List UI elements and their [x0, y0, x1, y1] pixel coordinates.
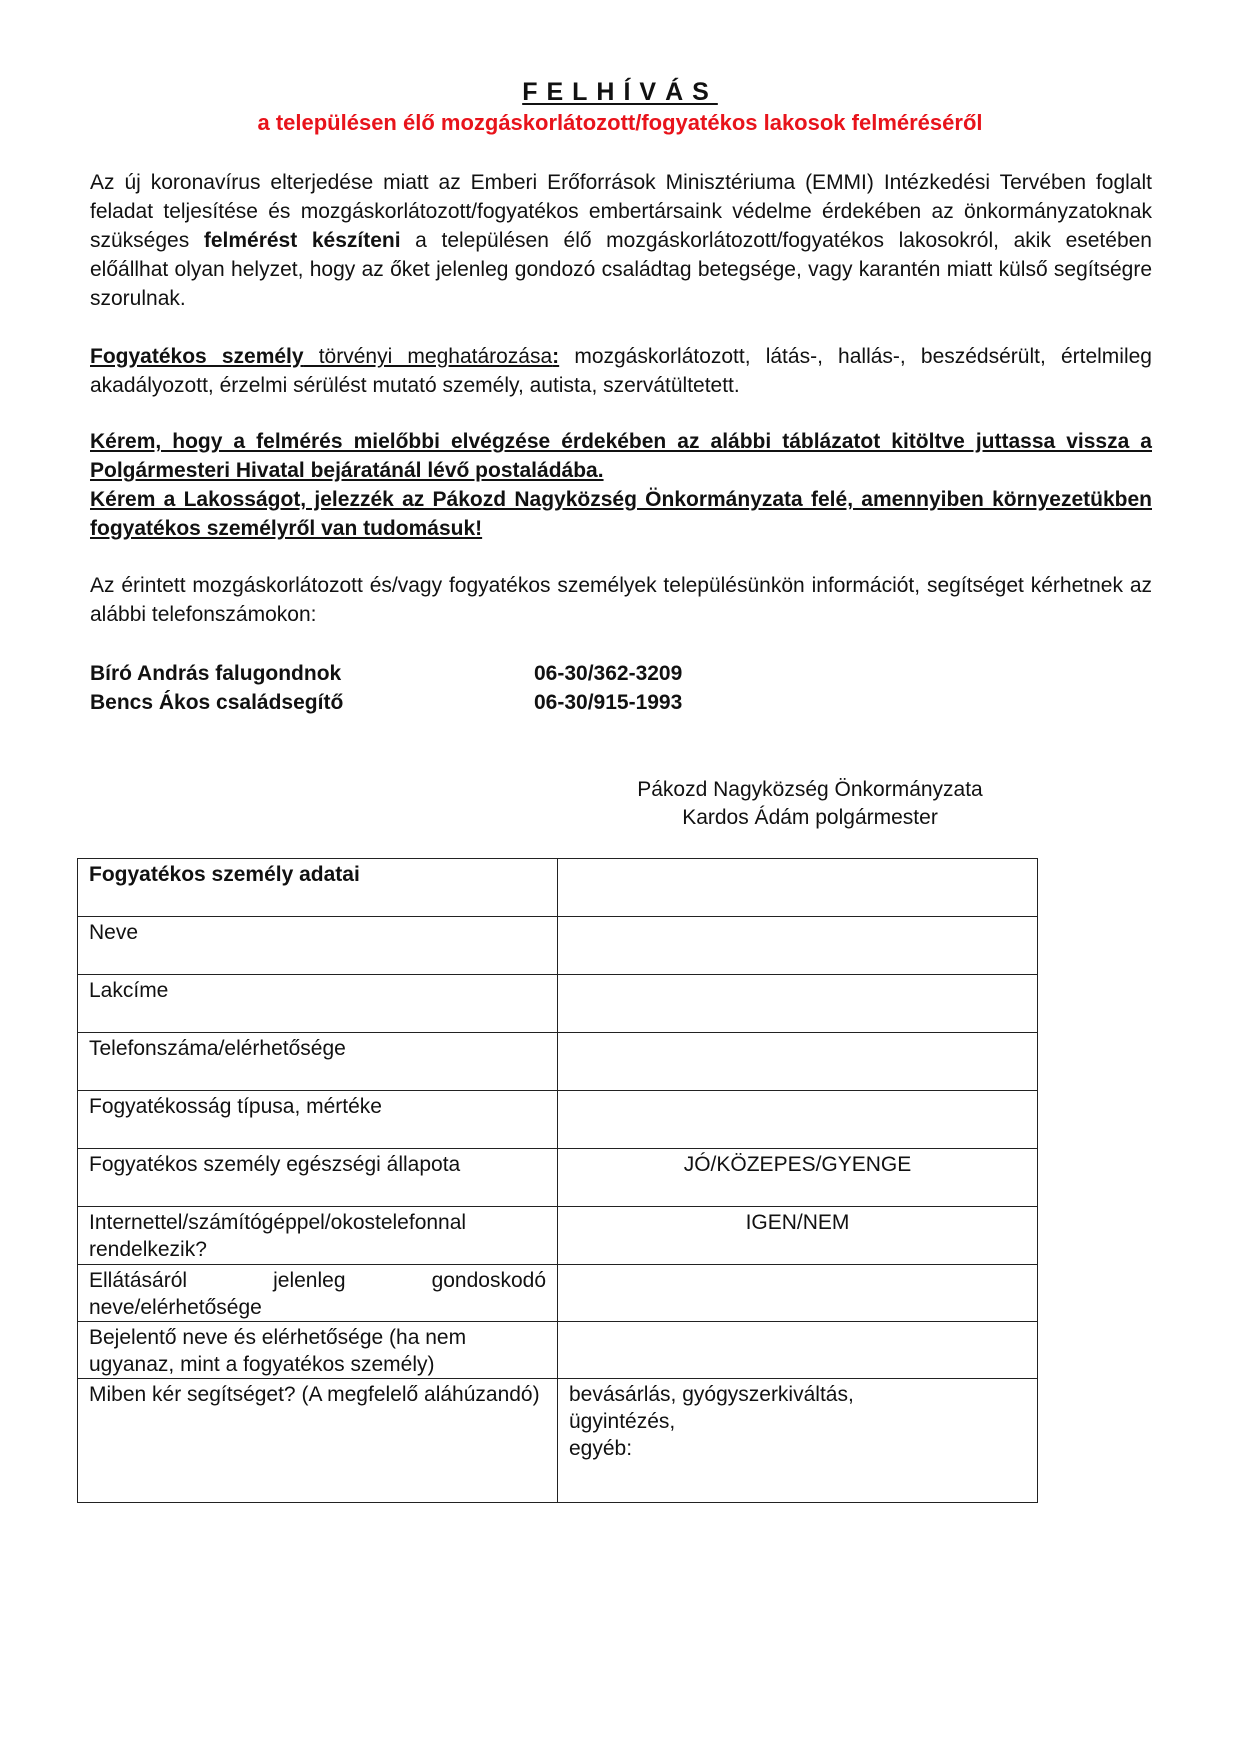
definition-text: mozgáskorlátozott, látás-, hallás-, beszédsérült, értelmileg akadályozott, érzelmi sérülést mutató személy, autista, szervátültetett.	[90, 345, 1152, 397]
request-paragraph	[90, 427, 1152, 543]
form-row-header	[78, 859, 1038, 917]
form-label: Internettel/számítógéppel/okostelefonnal rendelkezik?	[78, 1207, 558, 1265]
contact-phone: 06-30/915-1993	[534, 691, 683, 714]
form-label: Fogyatékosság típusa, mértéke	[78, 1091, 558, 1149]
request-line-1: Kérem, hogy a felmérés mielőbbi elvégzése érdekében az alábbi táblázatot kitöltve juttassa vissza a Polgármesteri Hivatal bejáratánál lévő postaládába.	[90, 430, 1152, 482]
page-subtitle: a településen élő mozgáskorlátozott/fogyatékos lakosok felméréséről	[257, 110, 983, 135]
form-value-field[interactable]	[558, 1265, 1038, 1322]
form-label: Miben kér segítséget? (A megfelelő aláhúzandó)	[78, 1379, 558, 1503]
form-value-field[interactable]	[558, 1091, 1038, 1149]
intro-text-1: Az új koronavírus elterjedése miatt az Emberi Erőforrások Minisztériuma (EMMI) Intézkedési Tervében foglalt feladat teljesítése és mozgáskorlátozott/fogyatékos embertársaink védelme érdekében az önkormányzatoknak szükséges	[90, 171, 1152, 252]
help-option-shopping[interactable]: bevásárlás, gyógyszerkiváltás,	[569, 1383, 854, 1406]
contact-row	[90, 688, 682, 717]
definition-term: Fogyatékos személy	[90, 345, 304, 368]
form-row-help-needed	[78, 1379, 1038, 1503]
signature-org: Pákozd Nagyközség Önkormányzata	[637, 778, 983, 801]
form-label: Fogyatékos személy adatai	[78, 859, 558, 917]
contact-name: Bencs Ákos családsegítő	[90, 691, 344, 714]
form-value-field[interactable]	[558, 1322, 1038, 1379]
form-label: Bejelentő neve és elérhetősége (ha nem ugyanaz, mint a fogyatékos személy)	[78, 1322, 558, 1379]
form-value-options[interactable]: IGEN/NEM	[558, 1207, 1038, 1265]
contacts-list	[90, 659, 682, 717]
info-paragraph: Az érintett mozgáskorlátozott és/vagy fogyatékos személyek településünkön információt, segítséget kérhetnek az alábbi telefonszámokon:	[90, 574, 1152, 626]
form-value-field[interactable]	[558, 1033, 1038, 1091]
form-row-phone	[78, 1033, 1038, 1091]
definition-label: törvényi meghatározása	[303, 345, 553, 368]
help-option-admin[interactable]: ügyintézés,	[569, 1410, 676, 1433]
form-value-field[interactable]	[558, 859, 1038, 917]
form-label: Lakcíme	[78, 975, 558, 1033]
help-option-other[interactable]: egyéb:	[569, 1437, 633, 1460]
form-row-name	[78, 917, 1038, 975]
form-row-disability-type	[78, 1091, 1038, 1149]
definition-paragraph	[90, 342, 1152, 400]
contact-row	[90, 659, 682, 688]
signature-person: Kardos Ádám polgármester	[682, 806, 938, 829]
form-row-internet	[78, 1207, 1038, 1265]
intro-paragraph	[90, 168, 1152, 313]
form-value-options[interactable]	[558, 1379, 1038, 1503]
form-value-options[interactable]: JÓ/KÖZEPES/GYENGE	[558, 1149, 1038, 1207]
definition-colon: :	[552, 345, 560, 368]
form-row-reporter	[78, 1322, 1038, 1379]
survey-form-table	[77, 858, 1038, 1503]
form-row-address	[78, 975, 1038, 1033]
intro-bold: felmérést készíteni	[203, 229, 401, 252]
contact-name: Bíró András falugondnok	[90, 662, 342, 685]
contact-phone: 06-30/362-3209	[534, 662, 683, 685]
form-value-field[interactable]	[558, 975, 1038, 1033]
request-line-2: Kérem a Lakosságot, jelezzék az Pákozd Nagyközség Önkormányzata felé, amennyiben környezetükben fogyatékos személyről van tudomásuk!	[90, 488, 1152, 540]
form-row-health-status	[78, 1149, 1038, 1207]
form-label: Telefonszáma/elérhetősége	[78, 1033, 558, 1091]
form-label: Fogyatékos személy egészségi állapota	[78, 1149, 558, 1207]
signature-block	[590, 776, 1030, 832]
form-label: Ellátásáról jelenleg gondoskodó neve/elérhetősége	[78, 1265, 558, 1322]
page-title: FELHÍVÁS	[522, 78, 718, 106]
form-row-caregiver	[78, 1265, 1038, 1322]
form-value-field[interactable]	[558, 917, 1038, 975]
form-label: Neve	[78, 917, 558, 975]
intro-text-2: a településen élő mozgáskorlátozott/fogyatékos lakosokról, akik esetében előállhat olyan helyzet, hogy az őket jelenleg gondozó családtag betegsége, vagy karantén miatt külső segítségre szorulnak.	[90, 229, 1152, 310]
